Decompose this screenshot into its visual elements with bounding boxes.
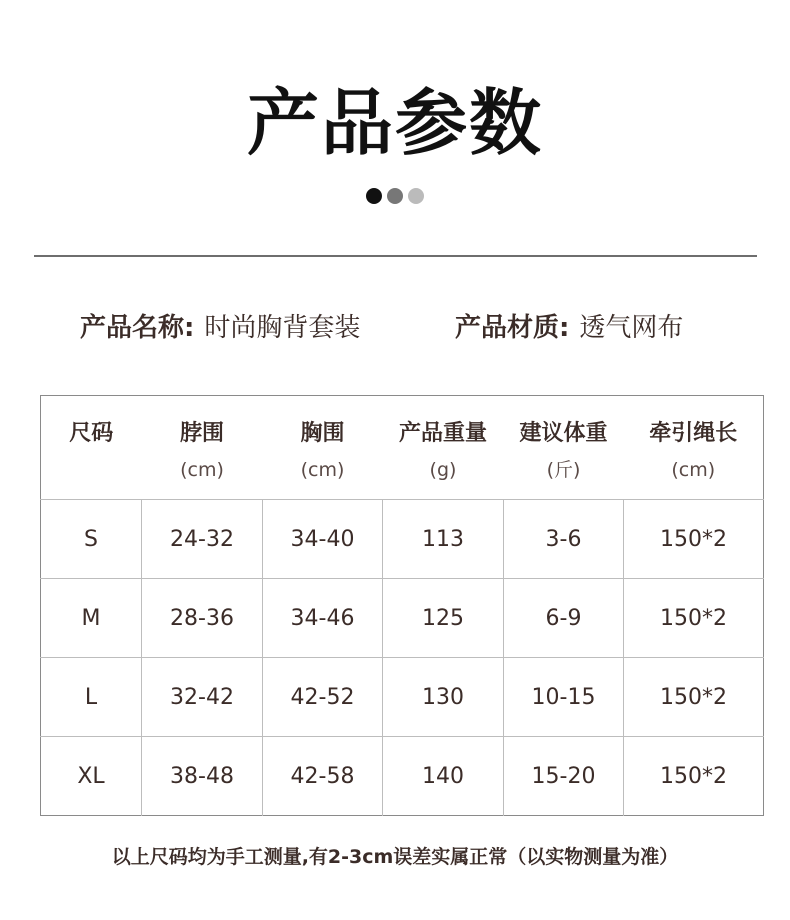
table-cell: 38-48 xyxy=(142,737,263,816)
dot-light-gray xyxy=(408,188,424,204)
table-cell: 6-9 xyxy=(504,579,624,658)
header-size xyxy=(41,396,142,500)
header-chest xyxy=(263,396,383,500)
table-cell: 32-42 xyxy=(142,658,263,737)
param-value: 透气网布 xyxy=(579,313,684,343)
table-row xyxy=(41,658,764,737)
table-cell: 42-58 xyxy=(263,737,383,816)
param-label: 产品名称: xyxy=(80,313,195,343)
header-label: 建议体重 xyxy=(519,421,608,446)
table-cell: 125 xyxy=(383,579,504,658)
table-cell: 42-52 xyxy=(263,658,383,737)
table-cell: S xyxy=(41,500,142,579)
table-header-row xyxy=(41,396,764,500)
header-weight xyxy=(383,396,504,500)
param-product-name xyxy=(80,308,360,348)
product-params xyxy=(0,308,790,348)
table-row xyxy=(41,500,764,579)
header-neck xyxy=(142,396,263,500)
table-row xyxy=(41,579,764,658)
table-cell: XL xyxy=(41,737,142,816)
param-material xyxy=(455,308,683,348)
table-cell: 24-32 xyxy=(142,500,263,579)
header-unit: (斤) xyxy=(546,459,581,481)
dot-gray xyxy=(387,188,403,204)
dot-black xyxy=(366,188,382,204)
header-unit: (g) xyxy=(429,459,457,481)
table-cell: 15-20 xyxy=(504,737,624,816)
size-table xyxy=(40,395,764,816)
table-cell: 34-40 xyxy=(263,500,383,579)
table-row xyxy=(41,737,764,816)
header-unit: (cm) xyxy=(300,459,345,481)
section-divider xyxy=(34,255,757,257)
header-label: 脖围 xyxy=(179,421,224,446)
table-cell: 28-36 xyxy=(142,579,263,658)
table-cell: 34-46 xyxy=(263,579,383,658)
table-cell: 3-6 xyxy=(504,500,624,579)
param-label: 产品材质: xyxy=(455,313,570,343)
header-label: 牵引绳长 xyxy=(649,421,738,446)
table-cell: 150*2 xyxy=(624,737,764,816)
table-cell: 150*2 xyxy=(624,579,764,658)
table-cell: 130 xyxy=(383,658,504,737)
header-label: 产品重量 xyxy=(398,421,487,446)
table-cell: L xyxy=(41,658,142,737)
param-value: 时尚胸背套装 xyxy=(204,313,361,343)
measurement-note: 以上尺码均为手工测量,有2-3cm误差实属正常（以实物测量为准） xyxy=(111,846,679,868)
page-title: 产品参数 xyxy=(246,81,543,165)
table-cell: 140 xyxy=(383,737,504,816)
table-cell: 150*2 xyxy=(624,500,764,579)
table-cell: M xyxy=(41,579,142,658)
header-label: 尺码 xyxy=(69,421,114,446)
table-cell: 113 xyxy=(383,500,504,579)
table-cell: 150*2 xyxy=(624,658,764,737)
decorative-dots xyxy=(0,188,790,204)
header-leash-length xyxy=(624,396,764,500)
header-unit: (cm) xyxy=(180,459,224,481)
header-label: 胸围 xyxy=(300,421,345,446)
header-recommended-weight xyxy=(504,396,624,500)
header-unit: (cm) xyxy=(671,459,716,481)
table-cell: 10-15 xyxy=(504,658,624,737)
